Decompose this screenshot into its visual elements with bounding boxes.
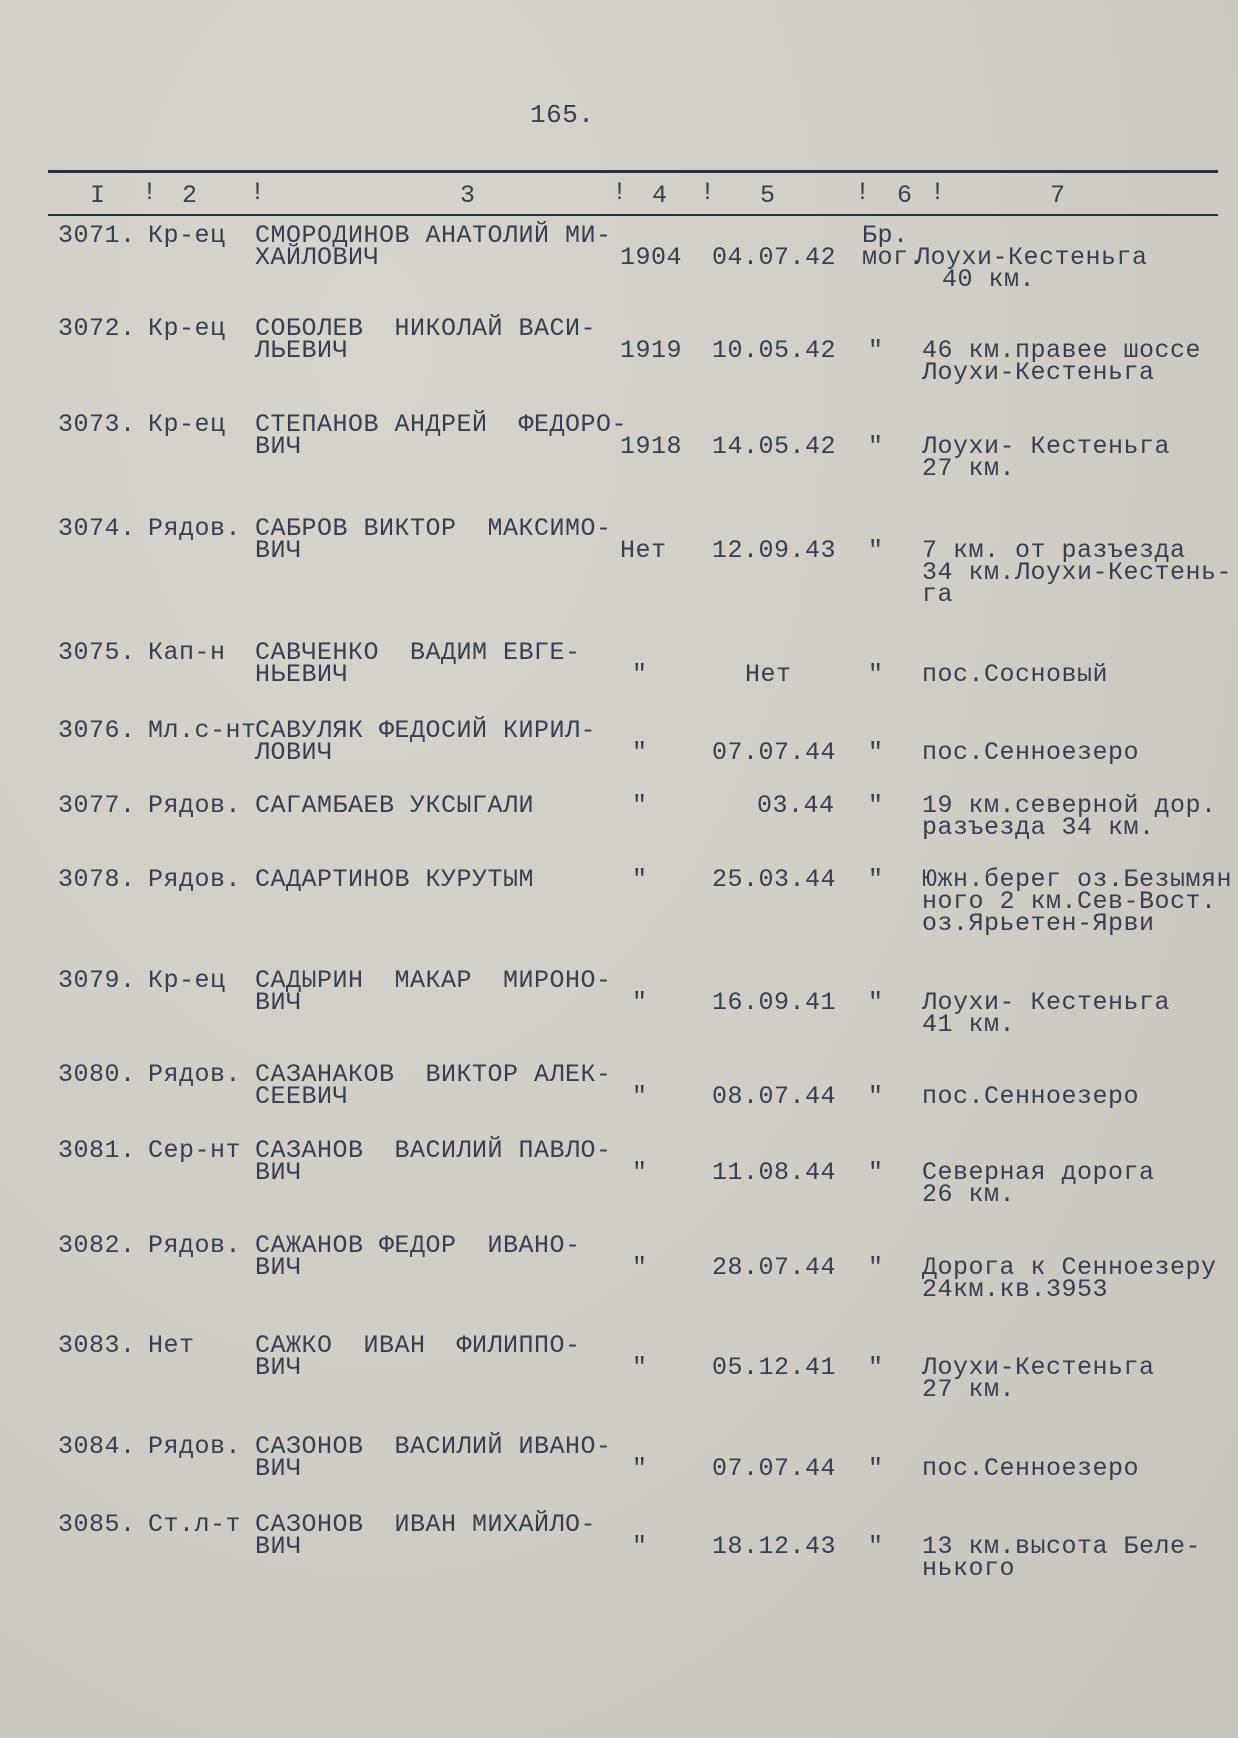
record-burial-type: " [868,738,884,767]
record-name: САЗАНАКОВ ВИКТОР АЛЕК- [255,1060,612,1089]
record-rank: Кап-н [148,638,226,667]
record-burial-type: " [868,1158,884,1187]
record-place: разъезда 34 км. [922,813,1155,842]
record-year: " [632,988,648,1017]
record-date: 04.07.42 [712,243,837,272]
record-name: ХАЙЛОВИЧ [255,243,380,272]
record-year: " [632,1532,648,1561]
record-name: ВИЧ [255,988,302,1017]
record-number: 3084. [58,1432,136,1461]
record-number: 3076. [58,716,136,745]
record-place: Северная дорога [922,1158,1155,1187]
record-place: 26 км. [922,1180,1016,1209]
record-date: 18.12.43 [712,1532,837,1561]
record-place: Лоухи-Кестеньга [915,243,1148,272]
column-separator: ! [855,178,871,207]
column-header-2: 2 [182,181,198,210]
record-number: 3078. [58,865,136,894]
record-number: 3083. [58,1331,136,1360]
record-name: ВИЧ [255,536,302,565]
record-number: 3075. [58,638,136,667]
column-separator: ! [612,178,628,207]
record-place: ного 2 км.Сев-Вост. [922,887,1217,916]
record-year: " [632,738,648,767]
record-year: " [632,1353,648,1382]
record-place: оз.Ярьетен-Ярви [922,909,1155,938]
record-name: ВИЧ [255,1454,302,1483]
record-burial-type: " [868,1353,884,1382]
record-rank: Рядов. [148,1231,242,1260]
record-place: 40 км. [942,265,1036,294]
record-number: 3081. [58,1136,136,1165]
record-rank: Рядов. [148,1432,242,1461]
column-separator: ! [930,178,946,207]
record-number: 3073. [58,410,136,439]
record-name: САЖКО ИВАН ФИЛИППО- [255,1331,581,1360]
record-place: пос.Сенноезеро [922,738,1140,767]
record-rank: Кр-ец [148,314,226,343]
record-date: 14.05.42 [712,432,837,461]
record-number: 3074. [58,514,136,543]
record-rank: Кр-ец [148,410,226,439]
column-header-6: 6 [897,181,913,210]
record-burial-type: " [868,865,884,894]
record-rank: Рядов. [148,514,242,543]
record-burial-type: " [868,988,884,1017]
record-place: пос.Сосновый [922,660,1109,689]
record-name: ВИЧ [255,1253,302,1282]
record-number: 3072. [58,314,136,343]
record-name: САЗОНОВ ВАСИЛИЙ ИВАНО- [255,1432,612,1461]
record-date: 11.08.44 [712,1158,837,1187]
record-name: ЛЬЕВИЧ [255,336,349,365]
column-header-5: 5 [760,181,776,210]
record-place: Дорога к Сенноезеру [922,1253,1217,1282]
record-burial-type: " [868,536,884,565]
record-date: 12.09.43 [712,536,837,565]
record-burial-type: " [868,432,884,461]
record-name: САДАРТИНОВ КУРУТЫМ [255,865,535,894]
record-date: 25.03.44 [712,865,837,894]
record-name: СОБОЛЕВ НИКОЛАЙ ВАСИ- [255,314,597,343]
header-bottom-rule [48,214,1218,216]
record-year: 1919 [620,336,683,365]
record-burial-type: " [868,791,884,820]
record-place: нького [922,1554,1016,1583]
record-year: " [632,660,648,689]
record-number: 3077. [58,791,136,820]
record-name: САБРОВ ВИКТОР МАКСИМО- [255,514,612,543]
record-name: ВИЧ [255,432,302,461]
record-date: 05.12.41 [712,1353,837,1382]
record-place: 41 км. [922,1010,1016,1039]
record-burial-type: " [868,1532,884,1561]
record-year: " [632,1454,648,1483]
record-year: " [632,865,648,894]
record-place: га [922,580,954,609]
record-year: Нет [620,536,667,565]
record-number: 3080. [58,1060,136,1089]
record-burial-type: " [868,1082,884,1111]
record-year: 1918 [620,432,683,461]
record-place: 13 км.высота Беле- [922,1532,1202,1561]
record-place: 24км.кв.3953 [922,1275,1109,1304]
record-rank: Ст.л-т [148,1510,242,1539]
record-rank: Рядов. [148,1060,242,1089]
record-burial-type: мог. [862,243,925,272]
record-date: 07.07.44 [712,738,837,767]
record-place: 27 км. [922,1375,1016,1404]
record-name: ВИЧ [255,1158,302,1187]
record-date: 16.09.41 [712,988,837,1017]
record-rank: Сер-нт [148,1136,242,1165]
record-place: 19 км.северной дор. [922,791,1217,820]
record-name: ВИЧ [255,1532,302,1561]
record-name: САДЫРИН МАКАР МИРОНО- [255,966,612,995]
record-number: 3085. [58,1510,136,1539]
page-number: 165. [530,100,595,130]
record-rank: Мл.с-нт [148,716,257,745]
record-date: 08.07.44 [712,1082,837,1111]
record-rank: Нет [148,1331,195,1360]
record-place: 27 км. [922,454,1016,483]
column-header-1: I [90,181,106,210]
record-name: ЛОВИЧ [255,738,333,767]
record-name: СМОРОДИНОВ АНАТОЛИЙ МИ- [255,221,612,250]
column-separator: ! [700,178,716,207]
record-place: Лоухи- Кестеньга [922,432,1171,461]
record-number: 3082. [58,1231,136,1260]
record-place: 34 км.Лоухи-Кестень- [922,558,1233,587]
record-place: Южн.берег оз.Безымян [922,865,1233,894]
record-year: " [632,1082,648,1111]
header-top-rule [48,170,1218,173]
record-name: СТЕПАНОВ АНДРЕЙ ФЕДОРО- [255,410,628,439]
record-name: ВИЧ [255,1353,302,1382]
record-name: САВЧЕНКО ВАДИМ ЕВГЕ- [255,638,581,667]
record-name: САГАМБАЕВ УКСЫГАЛИ [255,791,535,820]
record-date: 10.05.42 [712,336,837,365]
record-name: САЗАНОВ ВАСИЛИЙ ПАВЛО- [255,1136,612,1165]
record-date: Нет [745,660,792,689]
record-date: 03.44 [757,791,835,820]
record-place: 46 км.правее шоссе [922,336,1202,365]
record-name: САЗОНОВ ИВАН МИХАЙЛО- [255,1510,597,1539]
record-year: " [632,791,648,820]
record-place: пос.Сенноезеро [922,1082,1140,1111]
column-header-4: 4 [652,181,668,210]
record-place: Лоухи-Кестеньга [922,1353,1155,1382]
record-rank: Кр-ец [148,966,226,995]
record-rank: Рядов. [148,791,242,820]
column-header-3: 3 [460,181,476,210]
record-year: 1904 [620,243,683,272]
record-name: СЕЕВИЧ [255,1082,349,1111]
record-date: 07.07.44 [712,1454,837,1483]
column-header-7: 7 [1050,181,1066,210]
record-burial-type: " [868,660,884,689]
record-date: 28.07.44 [712,1253,837,1282]
record-name: НЬЕВИЧ [255,660,349,689]
record-burial-type: " [868,1454,884,1483]
record-name: САВУЛЯК ФЕДОСИЙ КИРИЛ- [255,716,597,745]
record-year: " [632,1253,648,1282]
record-place: Лоухи-Кестеньга [922,358,1155,387]
record-burial-type: " [868,336,884,365]
record-name: САЖАНОВ ФЕДОР ИВАНО- [255,1231,581,1260]
record-number: 3071. [58,221,136,250]
record-place: пос.Сенноезеро [922,1454,1140,1483]
record-place: Лоухи- Кестеньга [922,988,1171,1017]
record-rank: Рядов. [148,865,242,894]
record-burial-type: " [868,1253,884,1282]
column-separator: ! [250,178,266,207]
record-number: 3079. [58,966,136,995]
record-rank: Кр-ец [148,221,226,250]
column-separator: ! [142,178,158,207]
record-burial-type: Бр. [862,221,909,250]
record-year: " [632,1158,648,1187]
record-place: 7 км. от разъезда [922,536,1186,565]
